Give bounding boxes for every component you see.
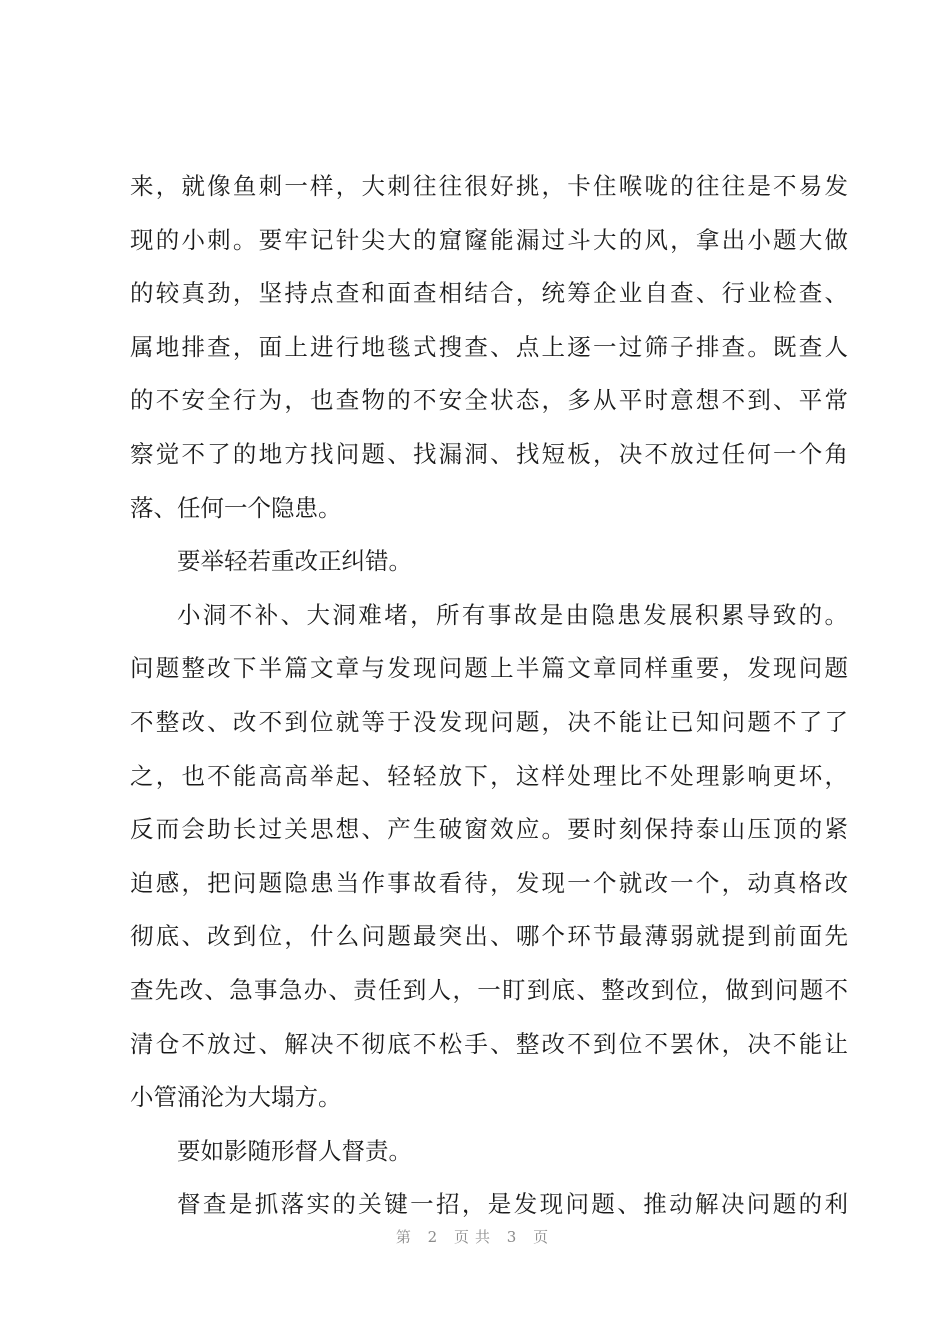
text-line: 的较真劲，坚持点查和面查相结合，统筹企业自查、行业检查、 (130, 279, 848, 308)
text-line: 属地排查，面上进行地毯式搜查、点上逐一过筛子排查。既查人 (130, 332, 848, 361)
text-line: 督查是抓落实的关键一招，是发现问题、推动解决问题的利 (177, 1190, 848, 1219)
text-line: 来，就像鱼刺一样，大刺往往很好挑，卡住喉咙的往往是不易发 (130, 172, 848, 200)
text-line: 反而会助长过关思想、产生破窗效应。要时刻保持泰山压顶的紧 (130, 815, 848, 844)
text-line: 问题整改下半篇文章与发现问题上半篇文章同样重要，发现问题 (130, 654, 848, 683)
section-heading: 要如影随形督人督责。 (177, 1136, 412, 1165)
text-line: 察觉不了的地方找问题、找漏洞、找短板，决不放过任何一个角 (130, 439, 848, 468)
text-line: 之，也不能高高举起、轻轻放下，这样处理比不处理影响更坏， (130, 761, 848, 790)
text-line: 查先改、急事急办、责任到人，一盯到底、整改到位，做到问题不 (130, 975, 848, 1004)
text-line: 不整改、改不到位就等于没发现问题，决不能让已知问题不了了 (130, 707, 848, 736)
text-line: 小管涌沦为大塌方。 (130, 1083, 342, 1112)
text-line: 现的小刺。要牢记针尖大的窟窿能漏过斗大的风，拿出小题大做 (130, 225, 848, 254)
text-line: 彻底、改到位，什么问题最突出、哪个环节最薄弱就提到前面先 (130, 922, 848, 951)
section-heading: 要举轻若重改正纠错。 (177, 547, 412, 576)
document-body (130, 160, 848, 1232)
page-number: 第 2 页共 3 页 (395, 1228, 555, 1246)
text-line: 迫感，把问题隐患当作事故看待，发现一个就改一个，动真格改 (130, 868, 848, 897)
text-line: 清仓不放过、解决不彻底不松手、整改不到位不罢休，决不能让 (130, 1029, 848, 1058)
text-line: 落、任何一个隐患。 (130, 493, 342, 522)
text-line: 的不安全行为，也查物的不安全状态，多从平时意想不到、平常 (130, 386, 848, 415)
text-line: 小洞不补、大洞难堵，所有事故是由隐患发展积累导致的。 (177, 600, 848, 629)
